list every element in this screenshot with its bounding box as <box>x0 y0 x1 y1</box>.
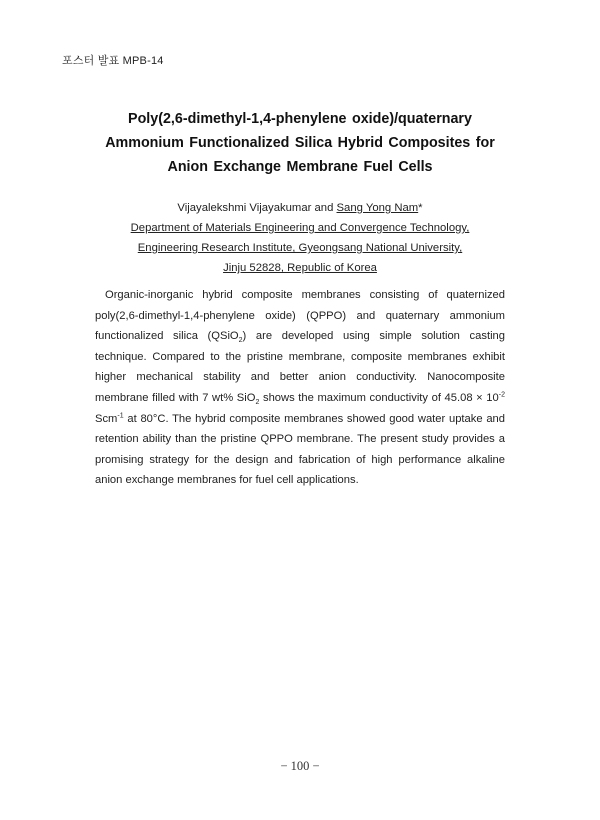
abstract-text-3: shows the maximum conductivity of 45.08 × 10 <box>259 391 499 404</box>
author-block <box>40 198 560 278</box>
author-2: Sang Yong Nam <box>336 202 419 214</box>
title-line-1: Poly(2,6-dimethyl-1,4-phenylene oxide)/quaternary <box>128 111 472 127</box>
abstract-superscript-2: -1 <box>117 411 124 419</box>
abstract-subscript-1: 2 <box>238 337 243 345</box>
abstract-text-5: at 80°C. The hybrid composite membranes showed good water uptake and retention ability than the pristine QPPO membrane. The present study provides a promising strategy for the design and fabrication of high performance alkaline anion exchange membranes for fuel cell applications. <box>95 412 505 487</box>
page-number: − 100 − <box>280 759 320 773</box>
title-line-3: Anion Exchange Membrane Fuel Cells <box>167 159 433 175</box>
affiliation-line-3: Jinju 52828, Republic of Korea <box>223 262 377 274</box>
session-label: 포스터 발표 MPB-14 <box>62 55 164 67</box>
abstract-superscript-1: -2 <box>498 391 505 399</box>
abstract-paragraph <box>95 285 505 491</box>
author-line <box>40 198 560 218</box>
affiliation-line-2: Engineering Research Institute, Gyeongsang National University, <box>137 242 463 254</box>
author-1: Vijayalekshmi Vijayakumar <box>177 202 312 214</box>
paper-title <box>40 107 560 179</box>
abstract <box>95 285 505 491</box>
affiliation-line-1: Department of Materials Engineering and Convergence Technology, <box>130 222 470 234</box>
abstract-subscript-2: 2 <box>255 399 260 407</box>
corresponding-mark: * <box>418 202 423 214</box>
abstract-text-4: Scm <box>95 412 118 425</box>
abstract-text-2: ) are developed using simple solution casting technique. Compared to the pristine membrane, composite membranes exhibit higher mechanical stability and better anion conductivity. Nanocomposite membrane filled with 7 wt% SiO <box>95 330 505 404</box>
author-connector: and <box>314 202 334 214</box>
title-line-2: Ammonium Functionalized Silica Hybrid Composites for <box>105 135 495 151</box>
abstract-text-1: Organic-inorganic hybrid composite membranes consisting of quaternized poly(2,6-dimethyl-1,4-phenylene oxide) (QPPO) and quaternary ammonium functionalized silica (QSiO <box>95 289 505 343</box>
